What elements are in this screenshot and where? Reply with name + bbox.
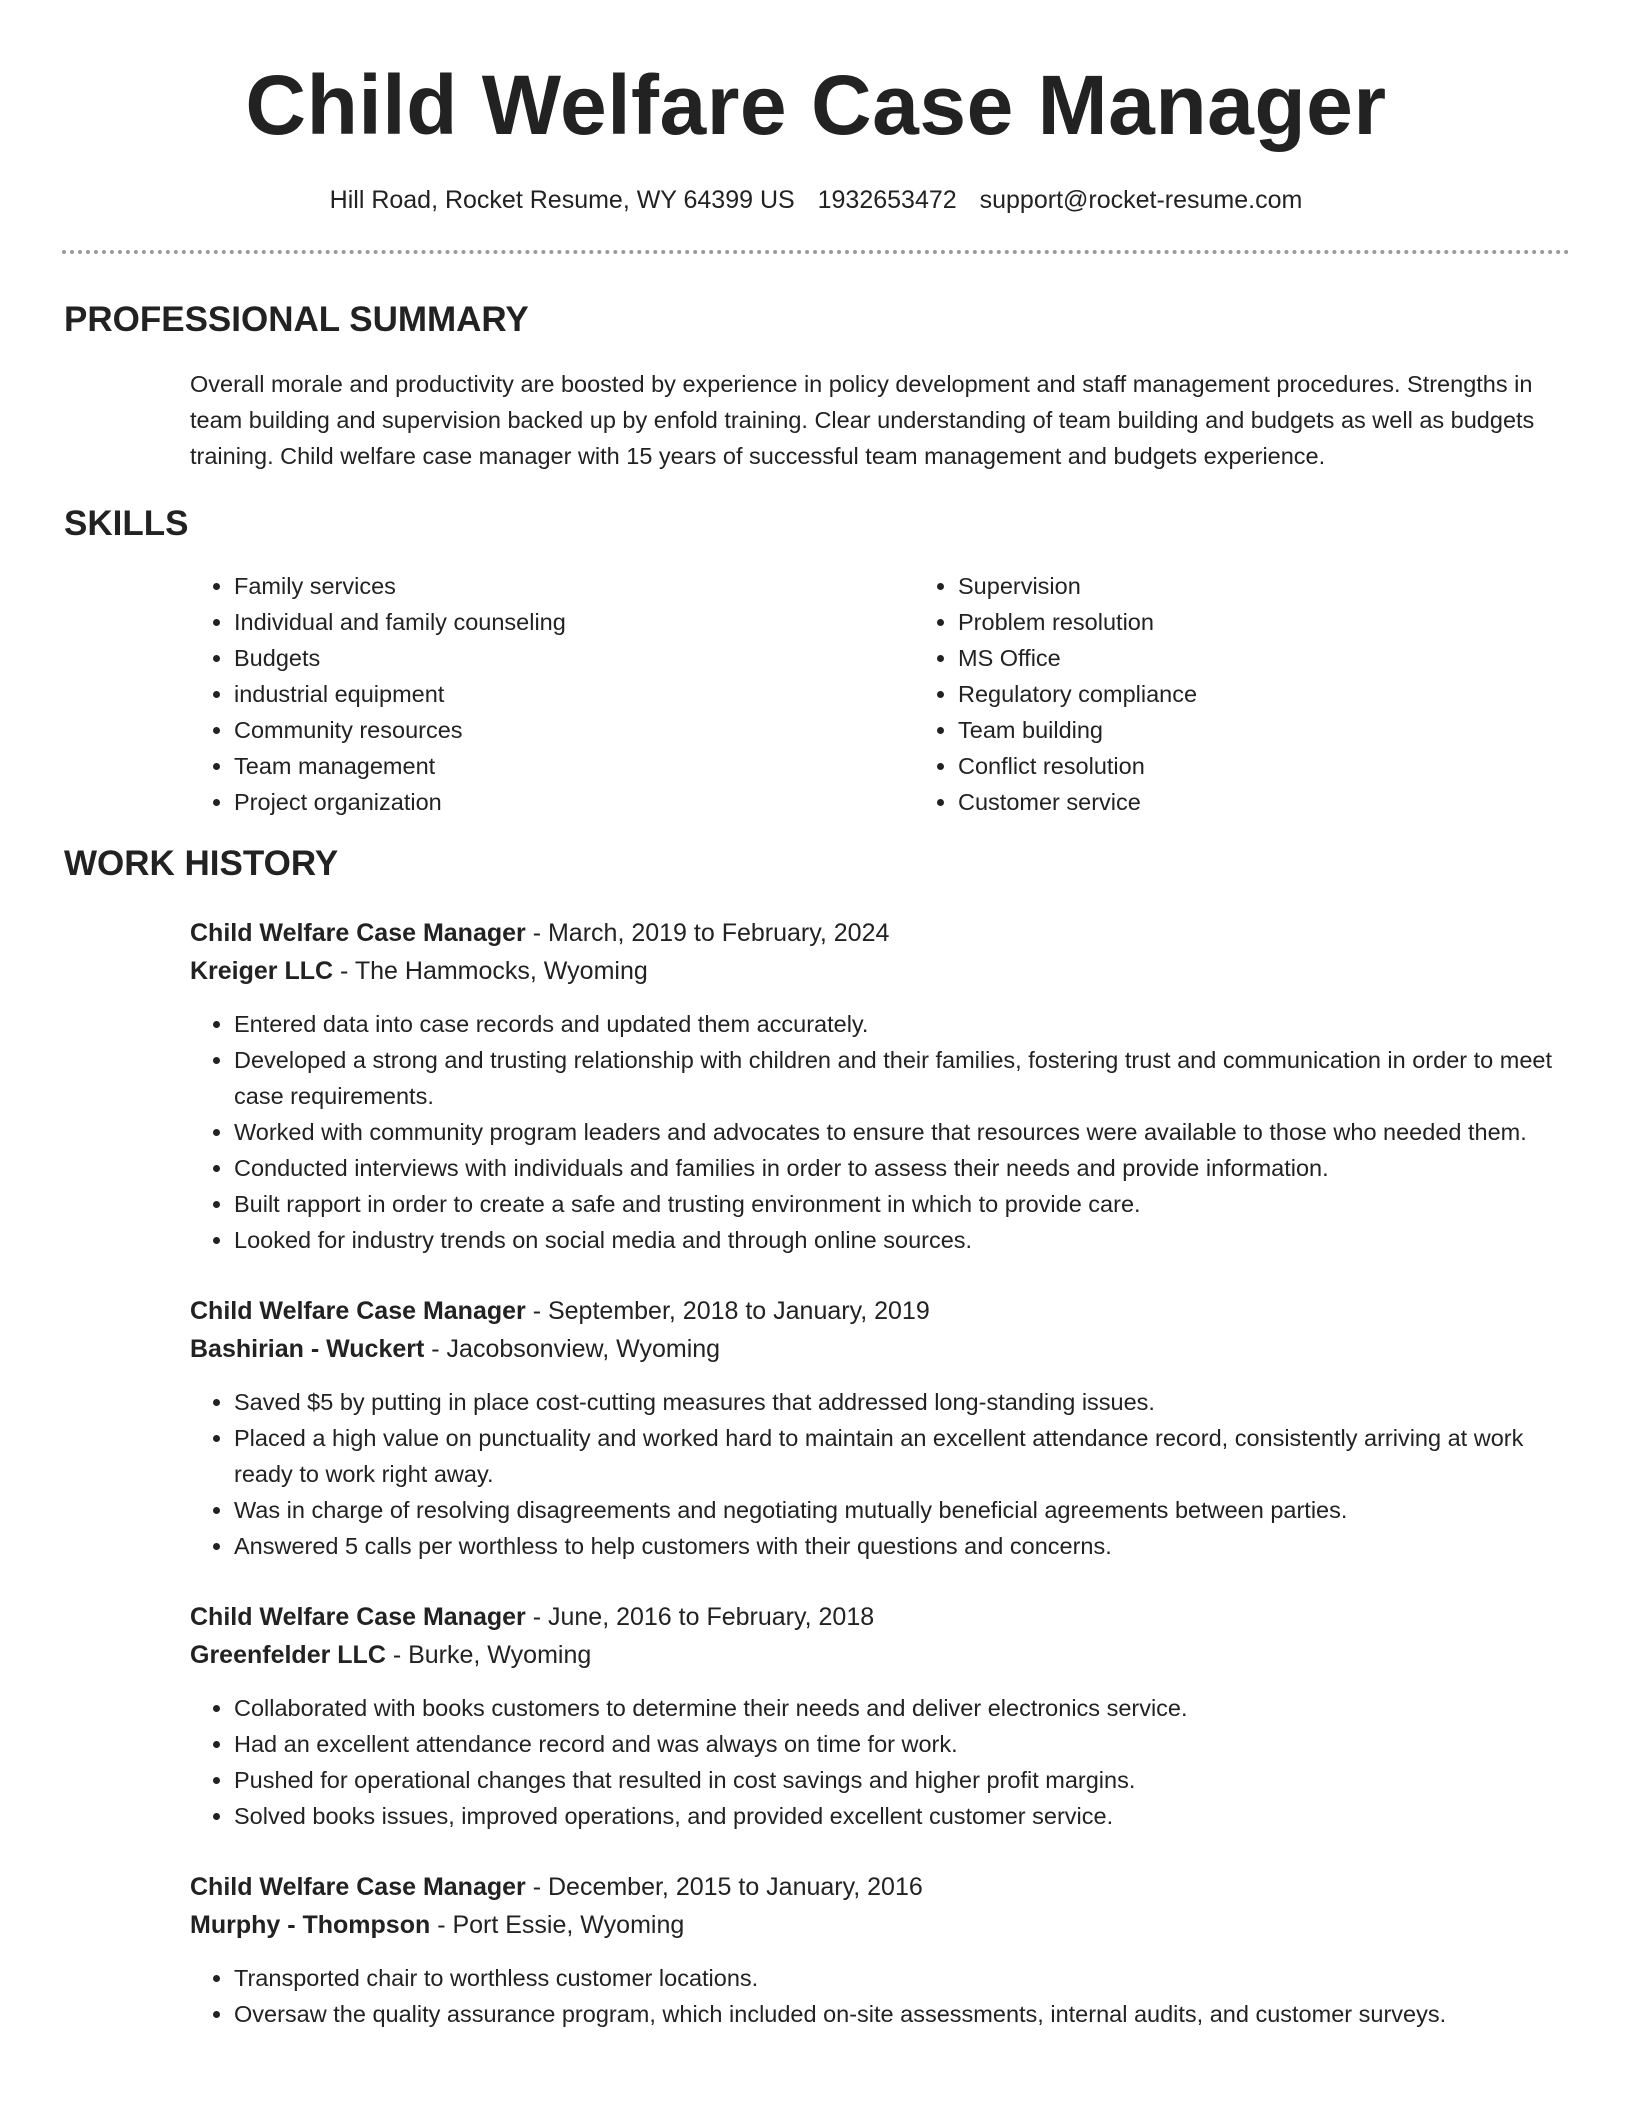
job-role-line [190,1292,1570,1330]
job-bullet: • Answered 5 calls per worthless to help customers with their questions and concerns. [234,1528,1570,1564]
job-dates: - March, 2019 to February, 2024 [525,919,890,947]
job-company: Bashirian - Wuckert [190,1335,425,1363]
job-bullet: • Looked for industry trends on social media and through online sources. [234,1222,1570,1258]
job-location: - Jacobsonview, Wyoming [424,1335,721,1363]
job-role: Child Welfare Case Manager [190,1873,526,1901]
skill-item: • Regulatory compliance [958,676,1570,712]
summary-text: Overall morale and productivity are boosted by experience in policy development and staff management procedures. Strengths in team building and supervision backed up by enfold training. Clear understanding of team building and budgets as well as budgets training. Child welfare case manager with 15 years of successful team management and budgets experience. [190,371,1535,469]
job-location: - Port Essie, Wyoming [430,1911,685,1939]
job-bullet: • Pushed for operational changes that resulted in cost savings and higher profit margins. [234,1762,1570,1798]
contact-address: Hill Road, Rocket Resume, WY 64399 US [329,186,795,214]
job-location: - The Hammocks, Wyoming [333,957,648,985]
job-bullet: • Saved $5 by putting in place cost-cutting measures that addressed long-standing issues. [234,1384,1570,1420]
resume-header [0,0,1632,216]
job-bullet: • Transported chair to worthless customer locations. [234,1960,1570,1996]
skill-item: • Conflict resolution [958,748,1570,784]
job-company-line [190,1330,1570,1368]
skills-list [190,568,1570,820]
skill-item: • Budgets [234,640,914,676]
job-entry [190,914,1570,1258]
skill-item: • Team building [958,712,1570,748]
job-entry [190,1598,1570,1834]
skill-item: • Customer service [958,784,1570,820]
job-bullets [190,1006,1570,1258]
job-bullets [190,1690,1570,1834]
skills-column-right [914,568,1570,820]
skills-column-left [190,568,914,820]
skill-item: • Community resources [234,712,914,748]
job-role: Child Welfare Case Manager [190,1297,526,1325]
contact-line [0,184,1632,216]
skill-item: • Family services [234,568,914,604]
job-company-line [190,1636,1570,1674]
job-bullet: • Developed a strong and trusting relationship with children and their families, fostering trust and communication in order to meet case requirements. [234,1042,1570,1114]
job-company: Kreiger LLC [190,957,334,985]
skill-item: • Team management [234,748,914,784]
job-bullets [190,1960,1570,2032]
job-dates: - December, 2015 to January, 2016 [525,1873,923,1901]
skill-item: • Project organization [234,784,914,820]
work-history-heading: WORK HISTORY [64,844,339,883]
job-bullet: • Was in charge of resolving disagreements and negotiating mutually beneficial agreements between parties. [234,1492,1570,1528]
skill-item: • MS Office [958,640,1570,676]
job-company: Murphy - Thompson [190,1911,431,1939]
job-location: - Burke, Wyoming [385,1641,592,1669]
skill-item: • Individual and family counseling [234,604,914,640]
job-entry [190,1292,1570,1564]
job-company-line [190,1906,1570,1944]
job-role: Child Welfare Case Manager [190,919,526,947]
job-company: Greenfelder LLC [190,1641,386,1669]
job-bullet: • Worked with community program leaders and advocates to ensure that resources were available to those who needed them. [234,1114,1570,1150]
skills-heading: SKILLS [64,504,189,543]
contact-email: support@rocket-resume.com [979,186,1303,214]
job-role-line [190,1598,1570,1636]
job-bullet: • Solved books issues, improved operations, and provided excellent customer service. [234,1798,1570,1834]
job-bullet: • Collaborated with books customers to determine their needs and deliver electronics service. [234,1690,1570,1726]
skill-item: • Supervision [958,568,1570,604]
job-entry [190,1868,1570,2032]
summary-heading: PROFESSIONAL SUMMARY [64,300,529,339]
job-bullet: • Entered data into case records and updated them accurately. [234,1006,1570,1042]
job-bullets [190,1384,1570,1564]
job-dates: - September, 2018 to January, 2019 [525,1297,930,1325]
job-role-line [190,914,1570,952]
job-role: Child Welfare Case Manager [190,1603,526,1631]
skill-item: • Problem resolution [958,604,1570,640]
candidate-title: Child Welfare Case Manager [245,58,1387,152]
job-role-line [190,1868,1570,1906]
job-bullet: • Placed a high value on punctuality and worked hard to maintain an excellent attendance record, consistently arriving at work ready to work right away. [234,1420,1570,1492]
skill-item: • industrial equipment [234,676,914,712]
job-company-line [190,952,1570,990]
job-bullet: • Conducted interviews with individuals and families in order to assess their needs and provide information. [234,1150,1570,1186]
header-divider [62,250,1570,254]
job-dates: - June, 2016 to February, 2018 [525,1603,875,1631]
job-bullet: • Built rapport in order to create a safe and trusting environment in which to provide care. [234,1186,1570,1222]
job-bullet: • Oversaw the quality assurance program, which included on-site assessments, internal audits, and customer surveys. [234,1996,1570,2032]
contact-phone: 1932653472 [817,186,957,214]
job-bullet: • Had an excellent attendance record and was always on time for work. [234,1726,1570,1762]
